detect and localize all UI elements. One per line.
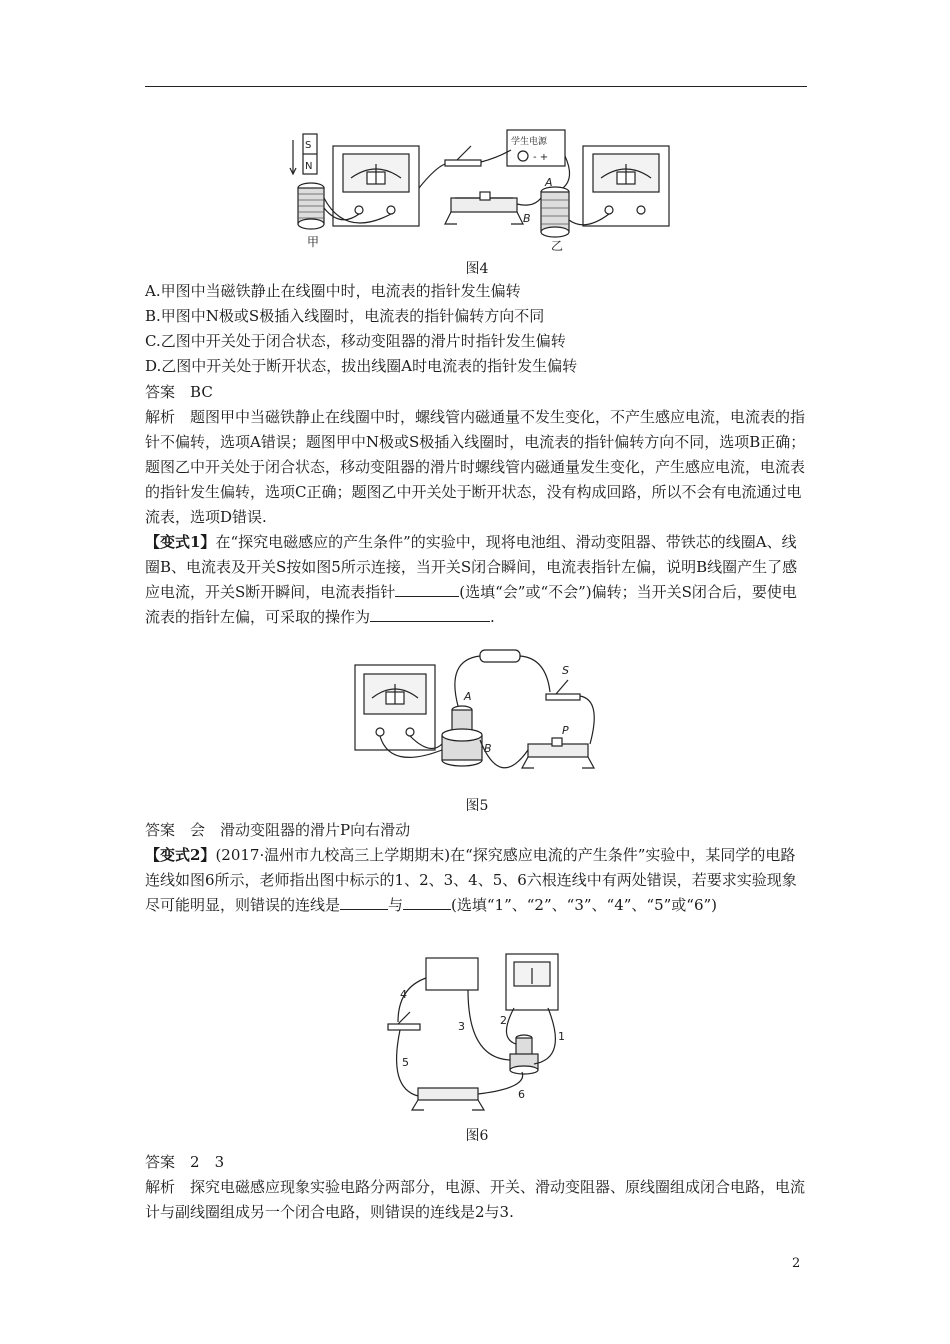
answer-v1-label: 答案 bbox=[145, 821, 176, 839]
figure-5 bbox=[350, 640, 610, 790]
magnet-n-label: N bbox=[305, 161, 313, 172]
option-c: C.乙图中开关处于闭合状态，移动变阻器的滑片时指针发生偏转 bbox=[145, 332, 566, 350]
blank-1[interactable] bbox=[395, 582, 459, 597]
coil-b-label: B bbox=[523, 212, 531, 225]
option-b: B.甲图中N极或S极插入线圈时，电流表的指针偏转方向不同 bbox=[145, 307, 545, 325]
power-label: 学生电源 bbox=[511, 137, 548, 147]
analysis-v2 bbox=[145, 1175, 807, 1225]
blank-4[interactable] bbox=[403, 895, 451, 910]
fig5-coil-b: B bbox=[484, 742, 492, 755]
fig5-coil-a: A bbox=[464, 690, 472, 703]
answer-v2 bbox=[145, 1150, 807, 1175]
wire-1: 1 bbox=[558, 1030, 565, 1043]
page-number: 2 bbox=[792, 1256, 801, 1271]
variant-2-label: 【变式2】 bbox=[145, 846, 216, 864]
answer-value: BC bbox=[190, 383, 213, 401]
analysis-v2-text: 探究电磁感应现象实验电路分两部分，电源、开关、滑动变阻器、原线圈组成闭合电路，电流计与副线圈组成另一个闭合电路，则错误的连线是2与3. bbox=[145, 1178, 806, 1221]
figure-4 bbox=[285, 128, 675, 253]
header-rule bbox=[145, 86, 807, 87]
answer-v2-label: 答案 bbox=[145, 1153, 176, 1171]
figure-4-caption: 图4 bbox=[465, 261, 489, 277]
wire-3: 3 bbox=[458, 1020, 465, 1033]
answer-v1-value: 会 滑动变阻器的滑片P向右滑动 bbox=[190, 821, 411, 839]
wire-6: 6 bbox=[518, 1088, 525, 1101]
variant-2 bbox=[145, 843, 807, 918]
analysis-label: 解析 bbox=[145, 408, 176, 426]
answer-v2-value: 2 3 bbox=[190, 1153, 225, 1171]
svg-text:- +: - + bbox=[533, 152, 549, 163]
answer-label: 答案 bbox=[145, 383, 176, 401]
figure-6 bbox=[378, 948, 578, 1118]
variant-2-text-b: 与 bbox=[388, 896, 404, 914]
label-yi: 乙 bbox=[551, 239, 564, 253]
blank-3[interactable] bbox=[340, 895, 388, 910]
answer-v1 bbox=[145, 818, 807, 843]
variant-1-text-c: . bbox=[490, 608, 495, 626]
wire-4: 4 bbox=[400, 988, 407, 1001]
label-jia: 甲 bbox=[307, 235, 320, 249]
figure-5-caption: 图5 bbox=[465, 798, 489, 814]
variant-1-label: 【变式1】 bbox=[145, 533, 216, 551]
coil-a-label: A bbox=[545, 176, 553, 189]
analysis-v2-label: 解析 bbox=[145, 1178, 176, 1196]
option-d: D.乙图中开关处于断开状态，拔出线圈A时电流表的指针发生偏转 bbox=[145, 357, 578, 375]
analysis-1 bbox=[145, 405, 807, 530]
option-a: A.甲图中当磁铁静止在线圈中时，电流表的指针发生偏转 bbox=[145, 282, 521, 300]
variant-1-text-a: 在“探究电磁感应的产生条件”的实验中，现将电池组、滑动变阻器、带铁芯的线圈A、线圈B、电流表及开关S按如图5所示连接，当开关S闭合瞬间，电流表指针左偏，说明B线圈产生了感应电流，开关S断开瞬间，电流表指针 bbox=[145, 533, 798, 601]
wire-5: 5 bbox=[402, 1056, 409, 1069]
variant-1-text-b: (选填“会”或“不会”)偏转；当开关S闭合后，要使电流表的指针左偏，可采取的操作为 bbox=[145, 583, 797, 626]
wire-2: 2 bbox=[500, 1014, 507, 1027]
fig5-switch: S bbox=[562, 664, 569, 677]
analysis-text: 题图甲中当磁铁静止在线圈中时，螺线管内磁通量不发生变化，不产生感应电流，电流表的指针不偏转，选项A错误；题图甲中N极或S极插入线圈时，电流表的指针偏转方向不同，选项B正确；题图乙中开关处于闭合状态，移动变阻器的滑片时螺线管内磁通量发生变化，产生感应电流，电流表的指针发生偏转，选项C正确；题图乙中开关处于断开状态，没有构成回路，所以不会有电流通过电流表，选项D错误. bbox=[145, 408, 806, 526]
fig5-slider: P bbox=[562, 724, 569, 737]
blank-2[interactable] bbox=[370, 607, 490, 622]
variant-2-text-a: (2017·温州市九校高三上学期期末)在“探究感应电流的产生条件”实验中，某同学的电路连线如图6所示，老师指出图中标示的1、2、3、4、5、6六根连线中有两处错误，若要求实验现象尽可能明显，则错误的连线是 bbox=[145, 846, 797, 914]
answer-1 bbox=[145, 380, 807, 405]
variant-1 bbox=[145, 530, 807, 630]
figure-6-caption: 图6 bbox=[465, 1128, 489, 1144]
magnet-s-label: S bbox=[305, 140, 312, 151]
variant-2-text-c: (选填“1”、“2”、“3”、“4”、“5”或“6”) bbox=[451, 896, 718, 914]
